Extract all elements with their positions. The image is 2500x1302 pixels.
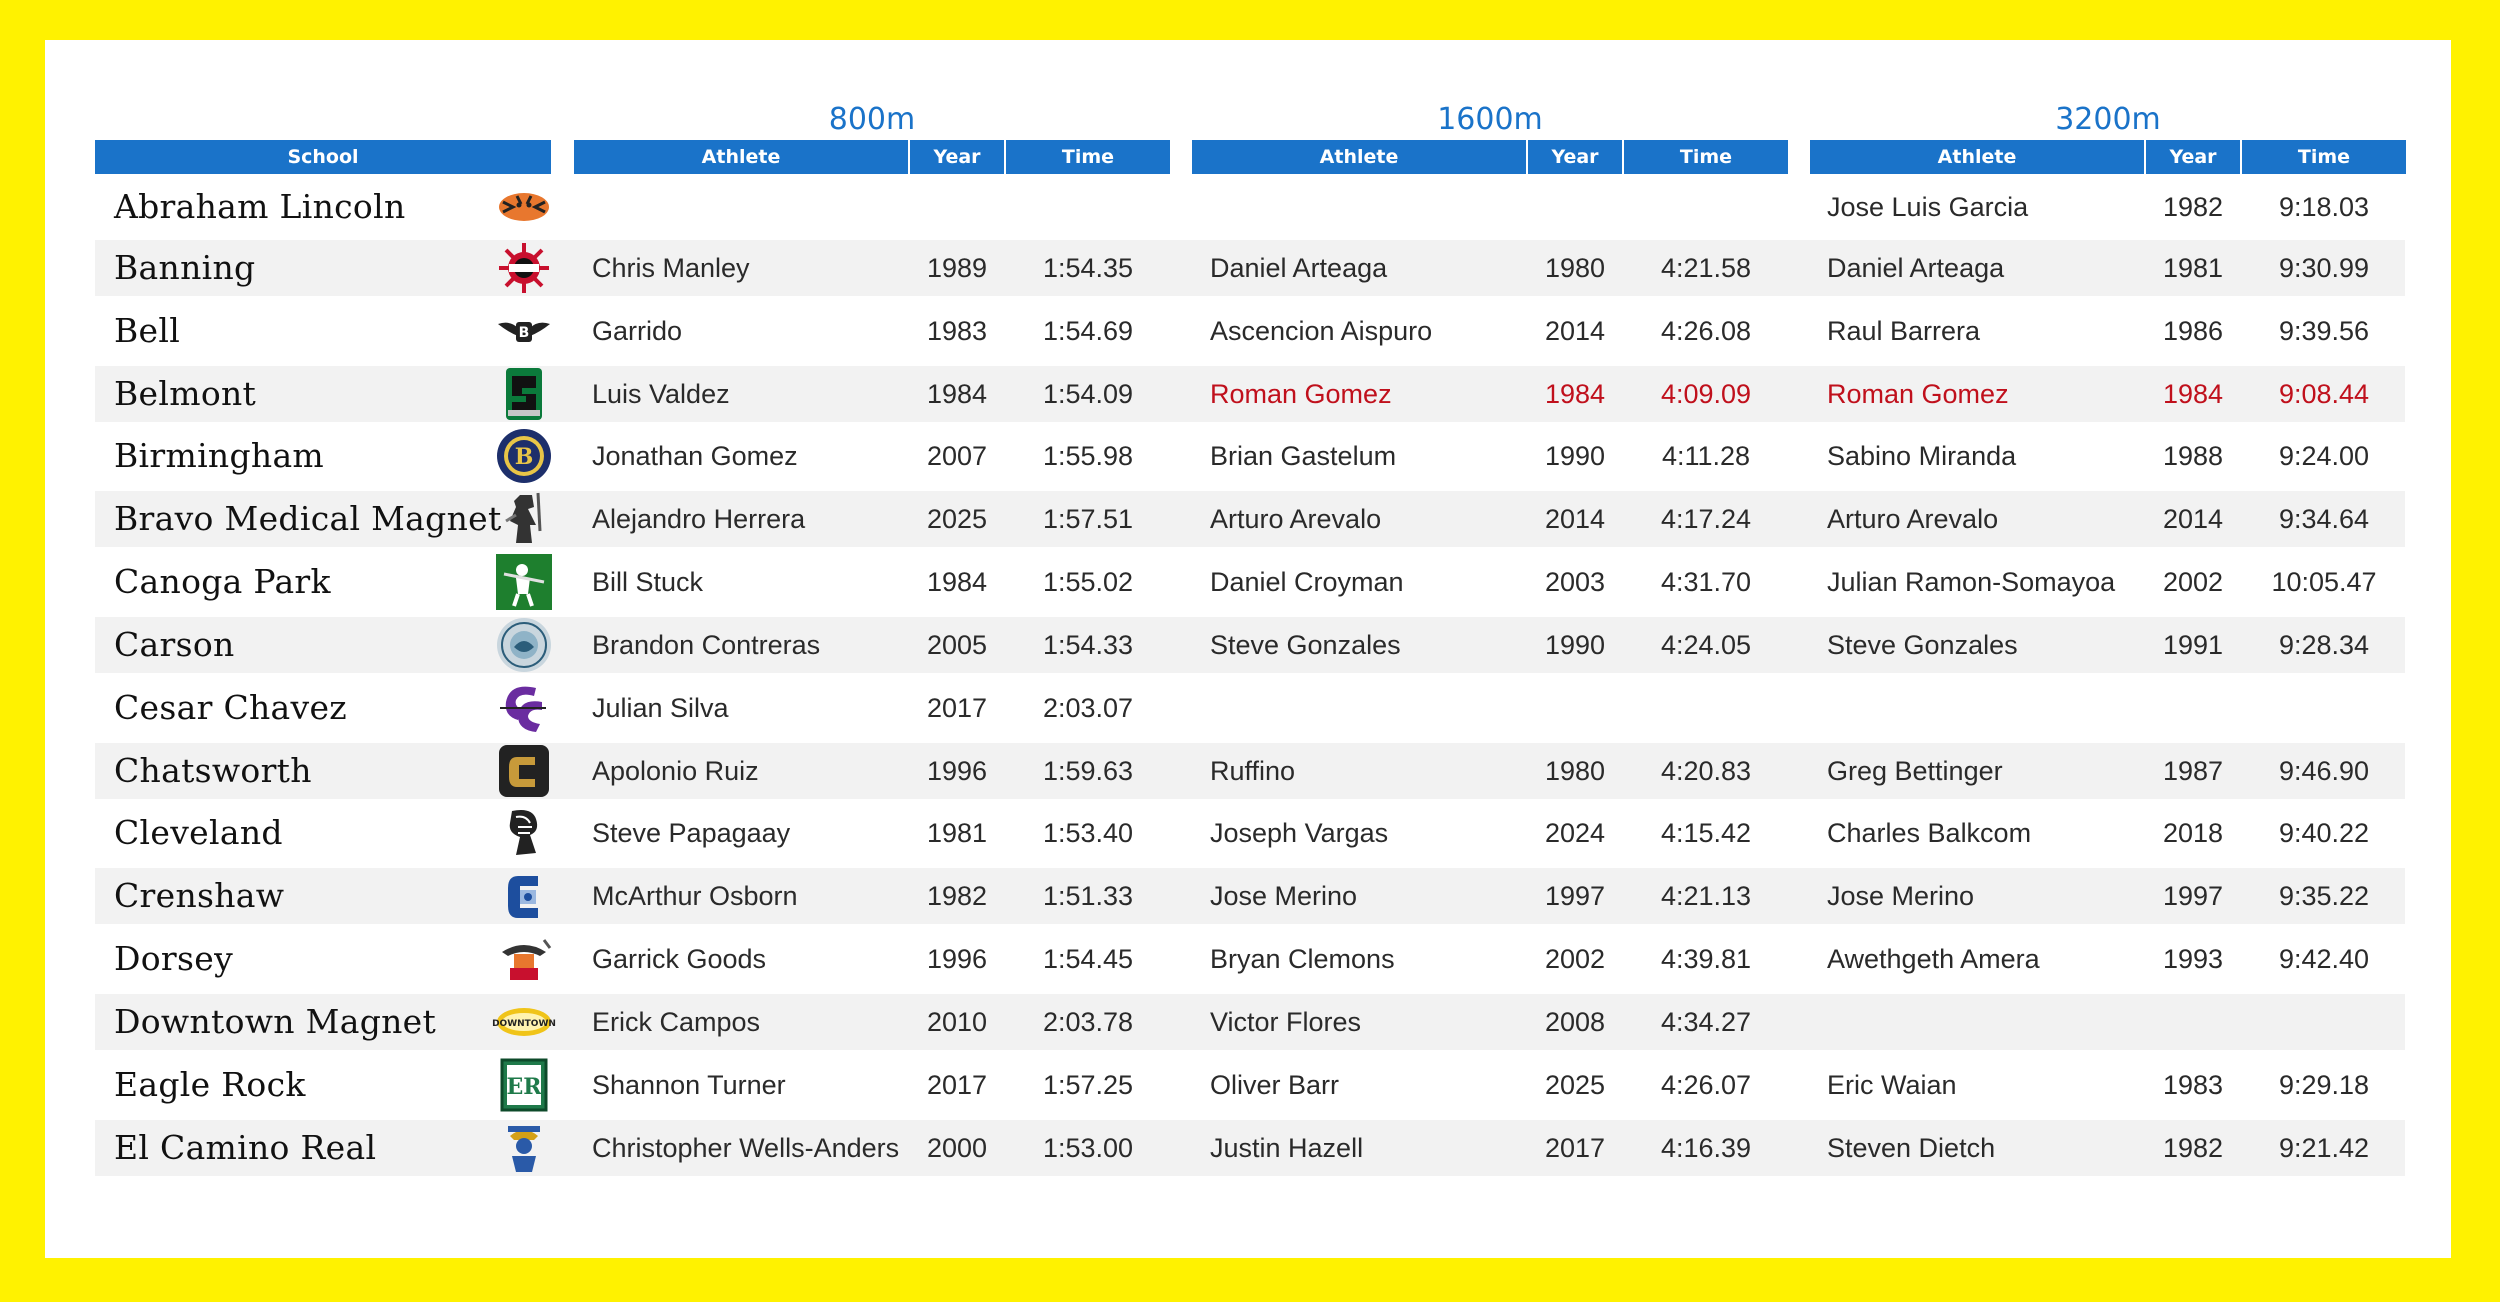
record-year xyxy=(2146,994,2240,1050)
school-name: Bell xyxy=(114,311,181,350)
cavalier-logo xyxy=(496,805,552,861)
header-year-800: Year xyxy=(910,140,1004,174)
record-year: 1981 xyxy=(2162,253,2224,283)
athlete-name: Roman Gomez xyxy=(1210,379,1392,409)
record-year: 2014 xyxy=(1544,504,1606,534)
event-title-1600m: 1600m xyxy=(1437,102,1543,137)
record-time: 4:09.09 xyxy=(1660,379,1752,409)
record-year xyxy=(2146,680,2240,736)
school-name: Abraham Lincoln xyxy=(114,187,406,226)
record-time: 9:35.22 xyxy=(2278,881,2370,911)
hunter-logo xyxy=(496,554,552,610)
record-year: 2014 xyxy=(1544,316,1606,346)
record-time: 9:21.42 xyxy=(2278,1133,2370,1163)
record-year: 2024 xyxy=(1544,818,1606,848)
record-year: 1991 xyxy=(2162,630,2224,660)
record-year: 1980 xyxy=(1544,253,1606,283)
athlete-name: Shannon Turner xyxy=(592,1070,786,1100)
knight-logo xyxy=(496,491,552,547)
event-title-800m: 800m xyxy=(828,102,916,137)
record-time xyxy=(2242,680,2406,736)
record-year: 2008 xyxy=(1544,1007,1606,1037)
record-year: 2003 xyxy=(1544,567,1606,597)
record-year: 2010 xyxy=(926,1007,988,1037)
school-name: Canoga Park xyxy=(114,562,331,601)
record-time: 1:55.98 xyxy=(1042,441,1134,471)
record-time: 1:54.45 xyxy=(1042,944,1134,974)
record-time: 4:17.24 xyxy=(1660,504,1752,534)
record-year: 2025 xyxy=(1544,1070,1606,1100)
athlete-name: Chris Manley xyxy=(592,253,750,283)
athlete-name: Alejandro Herrera xyxy=(592,504,806,534)
record-year: 1984 xyxy=(1544,379,1606,409)
header-year-1600: Year xyxy=(1528,140,1622,174)
record-year: 1989 xyxy=(926,253,988,283)
record-time: 4:31.70 xyxy=(1660,567,1752,597)
athlete-name: Bryan Clemons xyxy=(1210,944,1395,974)
ship-wheel-logo xyxy=(496,240,552,296)
record-time: 4:11.28 xyxy=(1661,441,1751,471)
record-year: 1983 xyxy=(2162,1070,2224,1100)
record-year: 1993 xyxy=(2162,944,2224,974)
athlete-name: Victor Flores xyxy=(1210,1007,1362,1037)
record-year: 1988 xyxy=(2162,441,2224,471)
athlete-name: Arturo Arevalo xyxy=(1827,504,1999,534)
athlete-name: Jonathan Gomez xyxy=(592,441,798,471)
carson-seal-logo xyxy=(496,617,552,673)
record-time: 1:59.63 xyxy=(1042,756,1134,786)
record-year: 1984 xyxy=(926,379,988,409)
athlete-name: Jose Merino xyxy=(1827,881,1975,911)
athlete-name: Luis Valdez xyxy=(592,379,730,409)
school-name: Bravo Medical Magnet xyxy=(114,499,502,538)
record-time: 1:55.02 xyxy=(1042,567,1134,597)
record-year: 2005 xyxy=(926,630,988,660)
school-name: Carson xyxy=(114,625,235,664)
record-year: 2017 xyxy=(926,693,988,723)
school-name: Banning xyxy=(114,248,256,287)
record-time xyxy=(2242,994,2406,1050)
athlete-name: Daniel Arteaga xyxy=(1210,253,1388,283)
athlete-name: Steve Gonzales xyxy=(1210,630,1401,660)
record-time: 9:08.44 xyxy=(2278,379,2370,409)
athlete-name: Jose Luis Garcia xyxy=(1827,192,2029,222)
er-logo xyxy=(496,1057,552,1113)
c-cougar-logo xyxy=(496,868,552,924)
athlete-name: Daniel Arteaga xyxy=(1827,253,2005,283)
header-athlete-1600: Athlete xyxy=(1192,140,1526,174)
athlete-name: Bill Stuck xyxy=(592,567,704,597)
record-time: 4:16.39 xyxy=(1660,1133,1752,1163)
record-year: 1986 xyxy=(2162,316,2224,346)
record-year: 2000 xyxy=(926,1133,988,1163)
record-year: 2017 xyxy=(1544,1133,1606,1163)
record-time: 2:03.78 xyxy=(1042,1007,1134,1037)
record-year: 1981 xyxy=(926,818,988,848)
record-time xyxy=(1006,179,1170,235)
record-year: 1982 xyxy=(2162,192,2224,222)
record-year xyxy=(1528,179,1622,235)
record-time: 1:57.25 xyxy=(1042,1070,1134,1100)
svg-text:B: B xyxy=(518,325,530,341)
record-time: 9:34.64 xyxy=(2278,504,2370,534)
athlete-name xyxy=(1210,179,1522,235)
record-time: 10:05.47 xyxy=(2271,567,2377,597)
record-year: 1997 xyxy=(1544,881,1606,911)
school-name: Crenshaw xyxy=(114,876,285,915)
record-year: 1984 xyxy=(926,567,988,597)
athlete-name: Apolonio Ruiz xyxy=(592,756,759,786)
record-time: 4:26.07 xyxy=(1660,1070,1752,1100)
header-time-3200: Time xyxy=(2242,140,2406,174)
athlete-name: Ruffino xyxy=(1210,756,1296,786)
record-time: 1:57.51 xyxy=(1042,504,1134,534)
athlete-name xyxy=(592,179,904,235)
athlete-name: Arturo Arevalo xyxy=(1210,504,1382,534)
record-year: 2002 xyxy=(2162,567,2224,597)
record-year: 1982 xyxy=(2162,1133,2224,1163)
record-year: 1996 xyxy=(926,944,988,974)
record-year: 1980 xyxy=(1544,756,1606,786)
school-name: Birmingham xyxy=(114,436,325,475)
c-chancellor-logo xyxy=(496,743,552,799)
svg-text:B: B xyxy=(514,444,534,470)
record-time: 9:30.99 xyxy=(2278,253,2370,283)
record-time: 9:39.56 xyxy=(2278,316,2370,346)
record-time: 1:54.33 xyxy=(1042,630,1134,660)
athlete-name: Raul Barrera xyxy=(1827,316,1981,346)
athlete-name xyxy=(1827,994,2139,1050)
tiger-logo xyxy=(496,179,552,235)
event-title-3200m: 3200m xyxy=(2055,102,2161,137)
athlete-name: Roman Gomez xyxy=(1827,379,2009,409)
athlete-name: Justin Hazell xyxy=(1210,1133,1364,1163)
record-time: 1:54.09 xyxy=(1042,379,1134,409)
athlete-name: Julian Ramon-Somayoa xyxy=(1827,567,2116,597)
record-year: 2014 xyxy=(2162,504,2224,534)
record-time: 1:53.40 xyxy=(1042,818,1134,848)
athlete-name: Garrido xyxy=(592,316,683,346)
school-name: Eagle Rock xyxy=(114,1065,306,1104)
sentinel-logo xyxy=(496,366,552,422)
school-name: Downtown Magnet xyxy=(114,1002,437,1041)
cc-logo xyxy=(496,680,552,736)
header-athlete-3200: Athlete xyxy=(1810,140,2144,174)
record-time: 4:21.58 xyxy=(1660,253,1752,283)
record-time: 4:24.05 xyxy=(1660,630,1752,660)
athlete-name: Daniel Croyman xyxy=(1210,567,1404,597)
record-time xyxy=(1624,680,1788,736)
svg-text:DOWNTOWN: DOWNTOWN xyxy=(492,1019,556,1029)
header-school: School xyxy=(95,140,551,174)
athlete-name: Awethgeth Amera xyxy=(1827,944,2040,974)
record-time: 4:39.81 xyxy=(1660,944,1752,974)
record-year: 2007 xyxy=(926,441,988,471)
athlete-name: Erick Campos xyxy=(592,1007,761,1037)
winged-b-logo xyxy=(496,303,552,359)
athlete-name: Joseph Vargas xyxy=(1210,818,1389,848)
athlete-name: Steven Dietch xyxy=(1827,1133,1996,1163)
record-time xyxy=(1624,179,1788,235)
record-year: 1984 xyxy=(2162,379,2224,409)
record-time: 4:15.42 xyxy=(1660,818,1752,848)
athlete-name: Ascencion Aispuro xyxy=(1210,316,1433,346)
athlete-name: Steve Papagaay xyxy=(592,818,791,848)
header-athlete-800: Athlete xyxy=(574,140,908,174)
athlete-name: Eric Waian xyxy=(1827,1070,1957,1100)
athlete-name: Julian Silva xyxy=(592,693,729,723)
record-time: 9:46.90 xyxy=(2278,756,2370,786)
record-time: 1:54.69 xyxy=(1042,316,1134,346)
athlete-name: McArthur Osborn xyxy=(592,881,798,911)
record-year: 1997 xyxy=(2162,881,2224,911)
athlete-name xyxy=(1210,680,1522,736)
athlete-name: Garrick Goods xyxy=(592,944,767,974)
record-year: 1982 xyxy=(926,881,988,911)
school-name: El Camino Real xyxy=(114,1128,377,1167)
record-year: 2002 xyxy=(1544,944,1606,974)
record-time: 9:24.00 xyxy=(2278,441,2370,471)
school-name: Belmont xyxy=(114,374,257,413)
athlete-name: Charles Balkcom xyxy=(1827,818,2032,848)
record-year: 2025 xyxy=(926,504,988,534)
header-time-800: Time xyxy=(1006,140,1170,174)
record-time: 2:03.07 xyxy=(1042,693,1134,723)
athlete-name: Jose Merino xyxy=(1210,881,1358,911)
record-time: 9:42.40 xyxy=(2278,944,2370,974)
record-time: 9:40.22 xyxy=(2278,818,2370,848)
record-year: 1983 xyxy=(926,316,988,346)
school-name: Chatsworth xyxy=(114,751,312,790)
athlete-name: Steve Gonzales xyxy=(1827,630,2018,660)
conquistador-logo xyxy=(496,1120,552,1176)
record-time: 4:20.83 xyxy=(1660,756,1752,786)
school-name: Cesar Chavez xyxy=(114,688,347,727)
record-time: 4:21.13 xyxy=(1660,881,1752,911)
school-name: Cleveland xyxy=(114,813,283,852)
athlete-name: Brandon Contreras xyxy=(592,630,821,660)
record-year: 1996 xyxy=(926,756,988,786)
dons-logo xyxy=(496,931,552,987)
record-year xyxy=(1528,680,1622,736)
record-year: 2018 xyxy=(2162,818,2224,848)
athlete-name: Sabino Miranda xyxy=(1827,441,2017,471)
athlete-name: Greg Bettinger xyxy=(1827,756,2003,786)
downtown-logo xyxy=(492,994,556,1050)
athlete-name: Brian Gastelum xyxy=(1210,441,1397,471)
record-year: 2017 xyxy=(926,1070,988,1100)
svg-text:ER: ER xyxy=(506,1074,542,1100)
record-time: 1:54.35 xyxy=(1042,253,1134,283)
athlete-name xyxy=(1827,680,2139,736)
header-year-3200: Year xyxy=(2146,140,2240,174)
record-time: 4:26.08 xyxy=(1660,316,1752,346)
record-year: 1990 xyxy=(1544,441,1606,471)
record-year: 1990 xyxy=(1544,630,1606,660)
school-name: Dorsey xyxy=(114,939,234,978)
athlete-name: Christopher Wells-Anders xyxy=(592,1133,900,1163)
athlete-name: Oliver Barr xyxy=(1210,1070,1340,1100)
b-seal-logo xyxy=(496,428,552,484)
record-year: 1987 xyxy=(2162,756,2224,786)
header-time-1600: Time xyxy=(1624,140,1788,174)
record-time: 1:53.00 xyxy=(1042,1133,1134,1163)
record-time: 1:51.33 xyxy=(1042,881,1134,911)
record-year xyxy=(910,179,1004,235)
record-time: 9:18.03 xyxy=(2278,192,2370,222)
record-time: 9:28.34 xyxy=(2278,630,2370,660)
record-time: 4:34.27 xyxy=(1660,1007,1752,1037)
record-time: 9:29.18 xyxy=(2278,1070,2370,1100)
